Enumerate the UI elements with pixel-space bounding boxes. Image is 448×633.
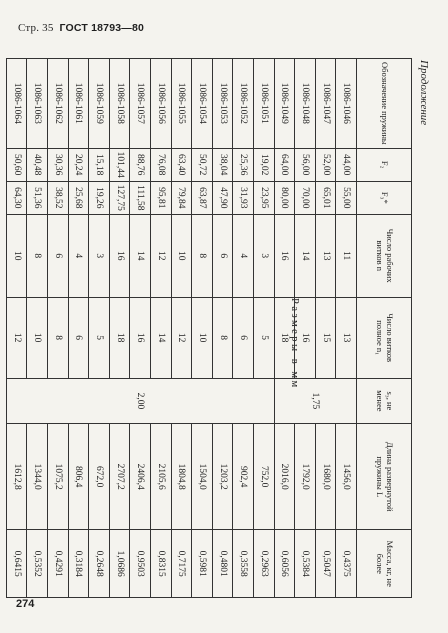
table-row xyxy=(254,59,275,598)
cell-f2: 88,76 xyxy=(130,148,151,181)
cell-mass: 0,3184 xyxy=(68,530,89,598)
table-row xyxy=(233,59,254,598)
cell-designation: 1086-1046 xyxy=(336,59,357,149)
cell-mass: 0,4375 xyxy=(336,530,357,598)
cell-mass: 0,5384 xyxy=(295,530,316,598)
cell-length: 1075,2 xyxy=(48,423,69,530)
cell-f3: 64,30 xyxy=(6,181,27,214)
cell-length: 1792,0 xyxy=(295,423,316,530)
cell-mass: 0,5981 xyxy=(192,530,213,598)
cell-designation: 1086-1047 xyxy=(315,59,336,149)
table-row xyxy=(48,59,69,598)
cell-total-coils: 13 xyxy=(336,297,357,378)
cell-f3: 38,52 xyxy=(48,181,69,214)
column-header-designation: Обозначение пружины xyxy=(357,59,412,149)
cell-s3-group: 2,00 xyxy=(6,378,274,423)
cell-working-coils: 10 xyxy=(6,214,27,297)
cell-mass: 0,5352 xyxy=(27,530,48,598)
cell-f2: 52,00 xyxy=(315,148,336,181)
cell-length: 2707,2 xyxy=(109,423,130,530)
cell-f3: 19,26 xyxy=(89,181,110,214)
cell-length: 752,0 xyxy=(254,423,275,530)
cell-designation: 1086-1052 xyxy=(233,59,254,149)
column-header-f3: F₃* xyxy=(357,181,412,214)
cell-total-coils: 18 xyxy=(274,297,295,378)
cell-mass: 0,5047 xyxy=(315,530,336,598)
cell-total-coils: 15 xyxy=(315,297,336,378)
table-header-row xyxy=(357,59,412,598)
cell-total-coils: 14 xyxy=(151,297,172,378)
cell-length: 806,4 xyxy=(68,423,89,530)
cell-f2: 15,18 xyxy=(89,148,110,181)
cell-designation: 1086-1056 xyxy=(151,59,172,149)
cell-f3: 23,95 xyxy=(254,181,275,214)
cell-designation: 1086-1057 xyxy=(130,59,151,149)
spring-table xyxy=(6,58,412,598)
table-row xyxy=(89,59,110,598)
cell-length: 2406,4 xyxy=(130,423,151,530)
cell-mass: 0,7175 xyxy=(171,530,192,598)
cell-working-coils: 14 xyxy=(130,214,151,297)
column-header-mass: Масса, кг, не более xyxy=(357,530,412,598)
cell-mass: 0,9503 xyxy=(130,530,151,598)
cell-working-coils: 16 xyxy=(109,214,130,297)
column-header-length: Длина развернутой пружины L xyxy=(357,423,412,530)
cell-designation: 1086-1053 xyxy=(212,59,233,149)
cell-f2: 25,36 xyxy=(233,148,254,181)
cell-designation: 1086-1054 xyxy=(192,59,213,149)
cell-total-coils: 18 xyxy=(109,297,130,378)
cell-length: 902,4 xyxy=(233,423,254,530)
cell-f3: 47,90 xyxy=(212,181,233,214)
continued-label: Продолжение xyxy=(418,60,430,126)
cell-working-coils: 14 xyxy=(295,214,316,297)
cell-total-coils: 5 xyxy=(254,297,275,378)
cell-working-coils: 16 xyxy=(274,214,295,297)
table-row xyxy=(68,59,89,598)
cell-mass: 0,4291 xyxy=(48,530,69,598)
cell-f3: 111,58 xyxy=(130,181,151,214)
table-row xyxy=(336,59,357,598)
column-header-total-coils: Число витков полное n₁ xyxy=(357,297,412,378)
cell-f3: 63,87 xyxy=(192,181,213,214)
page-header xyxy=(18,22,144,34)
cell-length: 2016,0 xyxy=(274,423,295,530)
cell-f3: 65,01 xyxy=(315,181,336,214)
cell-f2: 50,60 xyxy=(6,148,27,181)
cell-length: 672,0 xyxy=(89,423,110,530)
table-row xyxy=(295,59,316,598)
column-header-s3: s₃, не менее xyxy=(357,378,412,423)
cell-mass: 0,8315 xyxy=(151,530,172,598)
cell-f2: 44,00 xyxy=(336,148,357,181)
cell-designation: 1086-1049 xyxy=(274,59,295,149)
cell-total-coils: 12 xyxy=(6,297,27,378)
cell-f2: 30,36 xyxy=(48,148,69,181)
cell-f3: 70,00 xyxy=(295,181,316,214)
cell-working-coils: 11 xyxy=(336,214,357,297)
table-row xyxy=(192,59,213,598)
cell-total-coils: 6 xyxy=(233,297,254,378)
cell-f3: 127,75 xyxy=(109,181,130,214)
cell-f2: 50,72 xyxy=(192,148,213,181)
cell-working-coils: 12 xyxy=(151,214,172,297)
cell-f2: 76,08 xyxy=(151,148,172,181)
cell-s3-group: 1,75 xyxy=(274,378,356,423)
cell-total-coils: 10 xyxy=(27,297,48,378)
cell-mass: 0,4801 xyxy=(212,530,233,598)
standard-number: ГОСТ 18793—80 xyxy=(59,22,145,34)
cell-working-coils: 10 xyxy=(171,214,192,297)
cell-mass: 0,2648 xyxy=(89,530,110,598)
cell-f3: 51,36 xyxy=(27,181,48,214)
cell-working-coils: 6 xyxy=(212,214,233,297)
column-header-f2: F₂ xyxy=(357,148,412,181)
cell-mass: 0,3558 xyxy=(233,530,254,598)
cell-designation: 1086-1061 xyxy=(68,59,89,149)
cell-designation: 1086-1051 xyxy=(254,59,275,149)
cell-mass: 1,0686 xyxy=(109,530,130,598)
cell-f2: 64,00 xyxy=(274,148,295,181)
page-number: 274 xyxy=(16,598,35,610)
cell-mass: 0,2963 xyxy=(254,530,275,598)
cell-designation: 1086-1059 xyxy=(89,59,110,149)
cell-total-coils: 6 xyxy=(68,297,89,378)
cell-working-coils: 8 xyxy=(27,214,48,297)
cell-length: 1456,0 xyxy=(336,423,357,530)
column-header-working-coils: Число рабочих витков n xyxy=(357,214,412,297)
cell-f3: 55,00 xyxy=(336,181,357,214)
cell-designation: 1086-1058 xyxy=(109,59,130,149)
cell-f2: 63,40 xyxy=(171,148,192,181)
table-row xyxy=(212,59,233,598)
cell-f3: 79,84 xyxy=(171,181,192,214)
table-row xyxy=(274,59,295,598)
cell-designation: 1086-1062 xyxy=(48,59,69,149)
cell-total-coils: 12 xyxy=(171,297,192,378)
cell-working-coils: 6 xyxy=(48,214,69,297)
table-row xyxy=(171,59,192,598)
cell-designation: 1086-1055 xyxy=(171,59,192,149)
cell-working-coils: 3 xyxy=(89,214,110,297)
cell-f3: 80,00 xyxy=(274,181,295,214)
cell-total-coils: 10 xyxy=(192,297,213,378)
cell-working-coils: 8 xyxy=(192,214,213,297)
cell-total-coils: 5 xyxy=(89,297,110,378)
table-row xyxy=(27,59,48,598)
cell-f2: 19,02 xyxy=(254,148,275,181)
cell-length: 2105,6 xyxy=(151,423,172,530)
cell-f2: 101,44 xyxy=(109,148,130,181)
cell-total-coils: 16 xyxy=(295,297,316,378)
cell-working-coils: 13 xyxy=(315,214,336,297)
cell-f2: 40,48 xyxy=(27,148,48,181)
cell-length: 1203,2 xyxy=(212,423,233,530)
cell-working-coils: 4 xyxy=(233,214,254,297)
cell-f2: 20,24 xyxy=(68,148,89,181)
cell-f3: 25,68 xyxy=(68,181,89,214)
cell-designation: 1086-1063 xyxy=(27,59,48,149)
cell-working-coils: 4 xyxy=(68,214,89,297)
table-row xyxy=(6,59,27,598)
cell-f2: 56,00 xyxy=(295,148,316,181)
table-body xyxy=(6,59,356,598)
cell-length: 1680,0 xyxy=(315,423,336,530)
cell-working-coils: 3 xyxy=(254,214,275,297)
cell-f2: 38,04 xyxy=(212,148,233,181)
cell-designation: 1086-1064 xyxy=(6,59,27,149)
cell-total-coils: 16 xyxy=(130,297,151,378)
table-row xyxy=(109,59,130,598)
cell-designation: 1086-1048 xyxy=(295,59,316,149)
cell-length: 1504,0 xyxy=(192,423,213,530)
cell-length: 1804,8 xyxy=(171,423,192,530)
cell-length: 1612,8 xyxy=(6,423,27,530)
units-caption: Размеры в мм xyxy=(289,298,300,390)
cell-total-coils: 8 xyxy=(212,297,233,378)
cell-f3: 95,81 xyxy=(151,181,172,214)
table-row xyxy=(315,59,336,598)
cell-length: 1344,0 xyxy=(27,423,48,530)
cell-total-coils: 8 xyxy=(48,297,69,378)
table-row xyxy=(130,59,151,598)
table-row xyxy=(151,59,172,598)
cell-f3: 31,93 xyxy=(233,181,254,214)
page-label: Стр. 35 xyxy=(18,22,54,34)
cell-mass: 0,6415 xyxy=(6,530,27,598)
cell-mass: 0,6056 xyxy=(274,530,295,598)
